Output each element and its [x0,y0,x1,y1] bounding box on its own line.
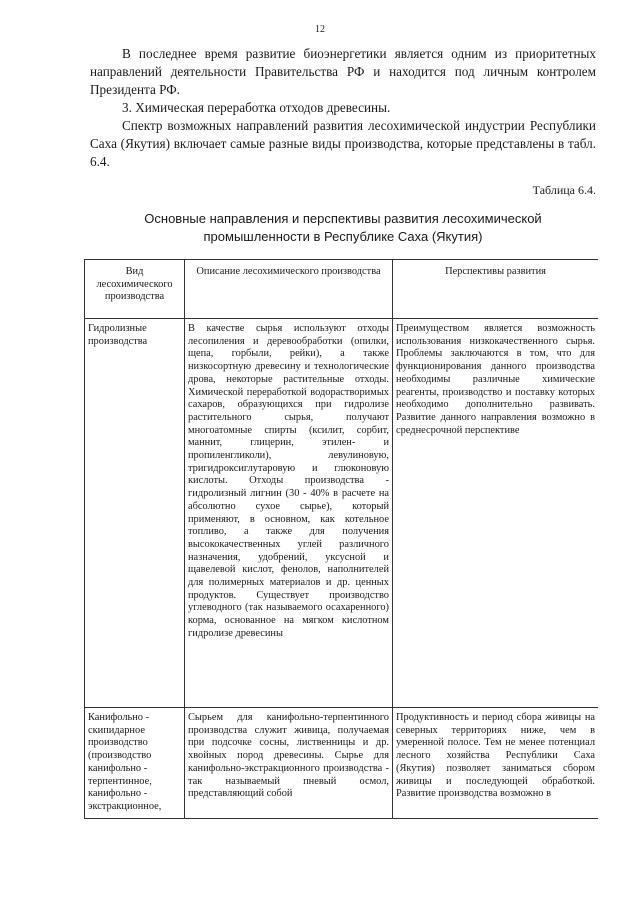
table-row [85,708,599,819]
page-number: 12 [315,24,325,35]
table-caption: Таблица 6.4. [532,183,596,197]
table-title: Основные направления и перспективы развития лесохимической промышленности в Республике Саха (Якутия) [144,211,542,244]
paragraph-spectrum: Спектр возможных направлений развития лесохимической индустрии Республики Саха (Якутия) включает самые разные виды производства, которые представлены в табл. 6.4. [90,118,596,169]
header-production-type: Вид лесохимического производства [85,260,185,319]
paragraph-section-heading: 3. Химическая переработка отходов древесины. [122,100,391,115]
table-row [85,319,599,708]
cell-prospects: Продуктивность и период сбора живицы на северных территориях ниже, чем в умеренной полосе. Тем не менее потенциал лесного хозяйства Республики Саха (Якутия) позволяет заниматься сбором живицы и последующей обработкой. Развитие производства возможно в [393,708,599,819]
cell-description: В качестве сырья используют отходы лесопиления и деревообработки (опилки, щепа, горбыли, рейки), а также низкосортную древесину и технологические дрова, некоторые растительные отходы. Химической переработкой водорастворимых сахаров, образующихся при гидролизе растительного сырья, получают многоатомные спирты (ксилит, сорбит, маннит, глицерин, этилен- и пропиленгликоли), левулиновую, тригидроксиглутаровую и глюконовую кислоты. Отходы производства - гидролизный лигнин (30 - 40% в расчете на абсолютно сухое сырье), который применяют, в основном, как котельное топливо, а также для получения высококачественных углей различного назначения, удобрений, уксусной и щавелевой кислот, фенолов, наполнителей для полимерных материалов и др. ценных продуктов. Существует производство углеводного (так называемого осахаренного) корма, основанное на мягком кислотном гидролизе древесины [185,319,393,708]
header-description: Описание лесохимического производства [185,260,393,319]
header-prospects: Перспективы развития [393,260,599,319]
cell-description: Сырьем для канифольно-терпентинного производства служит живица, получаемая при подсочке сосны, лиственницы и др. хвойных пород древесины. Сырье для канифольно-экстракционного производства - так называемый пневый осмол, представляющий собой [185,708,393,819]
cell-production-type: Канифольно - скипидарное производство (производство канифольно - терпентинное, канифольно - экстракционное, [85,708,185,819]
forest-chemistry-table [84,259,598,819]
paragraph-bioenergy: В последнее время развитие биоэнергетики является одним из приоритетных направлений деятельности Правительства РФ и находится под личным контролем Президента РФ. [90,46,596,97]
cell-prospects: Преимуществом является возможность использования низкокачественного сырья. Проблемы заключаются в том, что для функционирования данного производства необходимы различные химические реагенты, производство и поставку которых необходимо дополнительно развивать. Развитие данного направления возможно в среднесрочной перспективе [393,319,599,708]
table-container [84,259,598,905]
table-header-row [85,260,599,319]
cell-production-type: Гидролизные производства [85,319,185,708]
